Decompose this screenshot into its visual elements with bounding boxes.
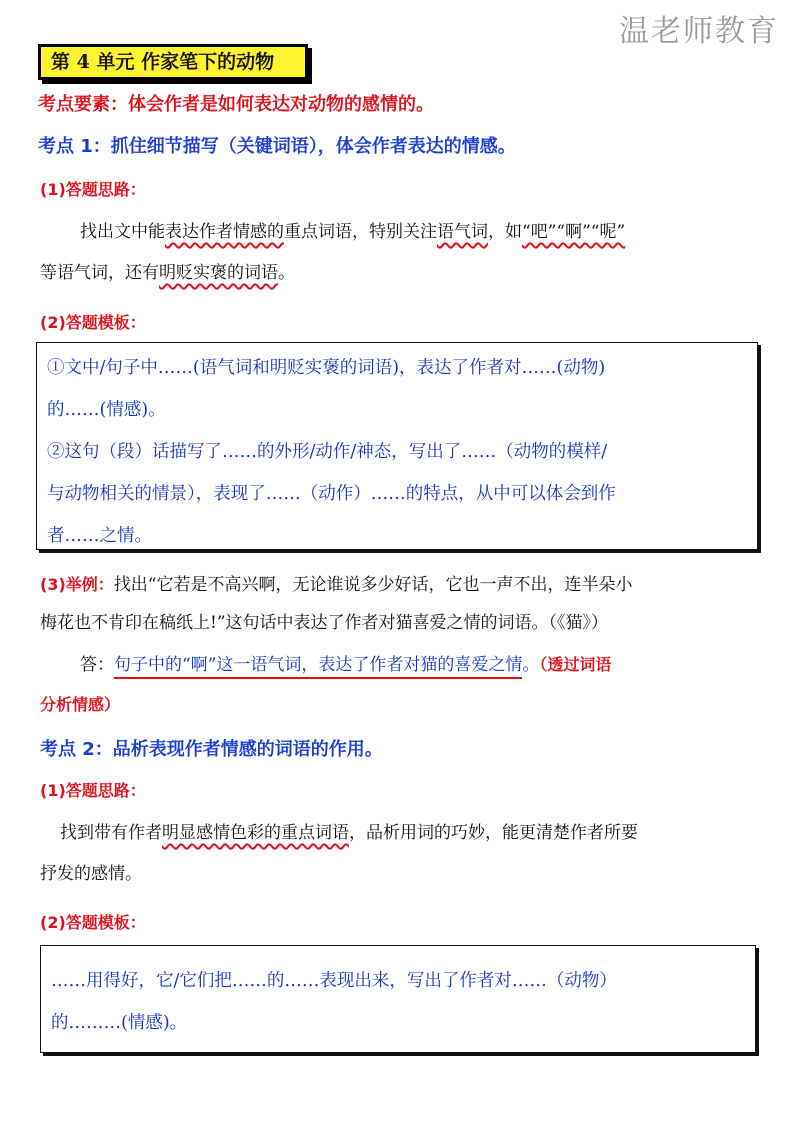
text-span: ，如	[488, 222, 522, 242]
example-line1	[40, 566, 632, 604]
answer-note-cont: 分析情感）	[40, 695, 121, 714]
point2-title: 考点 2：品析表现作者情感的词语的作用。	[40, 739, 383, 760]
point2-idea-line2: 抒发的感情。	[40, 864, 142, 884]
template-line: 的……(情感)。	[47, 400, 166, 420]
point2-template-label: (2)答题模板：	[40, 913, 146, 932]
text-span: 找到带有作者	[60, 823, 162, 843]
answer-text: 句子中的“啊”这一语气词，表达了作者对猫的喜爱之情	[114, 655, 522, 679]
point1-idea-label: (1)答题思路：	[40, 180, 146, 199]
text-span: 等语气词，还有	[40, 263, 159, 283]
answer-line	[80, 646, 611, 684]
key-requirement: 考点要素：体会作者是如何表达对动物的感情的。	[38, 94, 434, 115]
answer-label: 答：	[80, 655, 114, 675]
highlighted-phrase: 表达作者情感的	[165, 222, 284, 242]
example-text: 找出“它若是不高兴啊，无论谁说多少好话，它也一声不出，连半朵小	[113, 575, 633, 595]
text-span: ，品析用词的巧妙，能更清楚作者所要	[349, 823, 638, 843]
point2-template-box	[40, 945, 756, 1053]
highlighted-phrase: 明显感情色彩的重点词语	[162, 823, 349, 843]
template-line: ②这句（段）话描写了……的外形/动作/神态，写出了……（动物的模样/	[47, 442, 608, 462]
point1-idea-line2	[40, 254, 295, 292]
example-line2: 梅花也不肯印在稿纸上!”这句话中表达了作者对猫喜爱之情的词语。（《猫》）	[40, 613, 609, 633]
unit-title: 第 4 单元 作家笔下的动物	[38, 44, 308, 80]
text-span: 找出文中能	[80, 222, 165, 242]
template-line: 的………(情感)。	[51, 1013, 188, 1033]
watermark: 温老师教育	[619, 14, 779, 49]
answer-period: 。	[522, 655, 540, 675]
text-span: 重点词语，特别关注	[284, 222, 437, 242]
highlighted-phrase: 明贬实褒的词语	[159, 263, 278, 283]
highlighted-phrase: 语气词	[437, 222, 488, 242]
point2-idea-line1	[60, 814, 638, 852]
highlighted-phrase: “吧”“啊”“呢”	[522, 222, 626, 242]
point1-idea-line1	[80, 213, 625, 251]
text-span: 。	[278, 263, 295, 283]
template-line: 与动物相关的情景），表现了……（动作）……的特点，从中可以体会到作	[47, 484, 616, 504]
template-line: ①文中/句子中……(语气词和明贬实褒的词语)，表达了作者对……(动物)	[47, 358, 606, 378]
point1-title: 考点 1：抓住细节描写（关键词语），体会作者表达的情感。	[38, 136, 516, 157]
template-line: 者……之情。	[47, 526, 152, 546]
template-line: ……用得好，它/它们把……的……表现出来，写出了作者对……（动物）	[51, 971, 617, 991]
answer-note: （透过词语	[539, 655, 612, 674]
point2-idea-label: (1)答题思路：	[40, 781, 146, 800]
example-label: (3)举例：	[40, 575, 114, 594]
point1-template-box	[36, 342, 758, 550]
point1-template-label: (2)答题模板：	[40, 313, 146, 332]
